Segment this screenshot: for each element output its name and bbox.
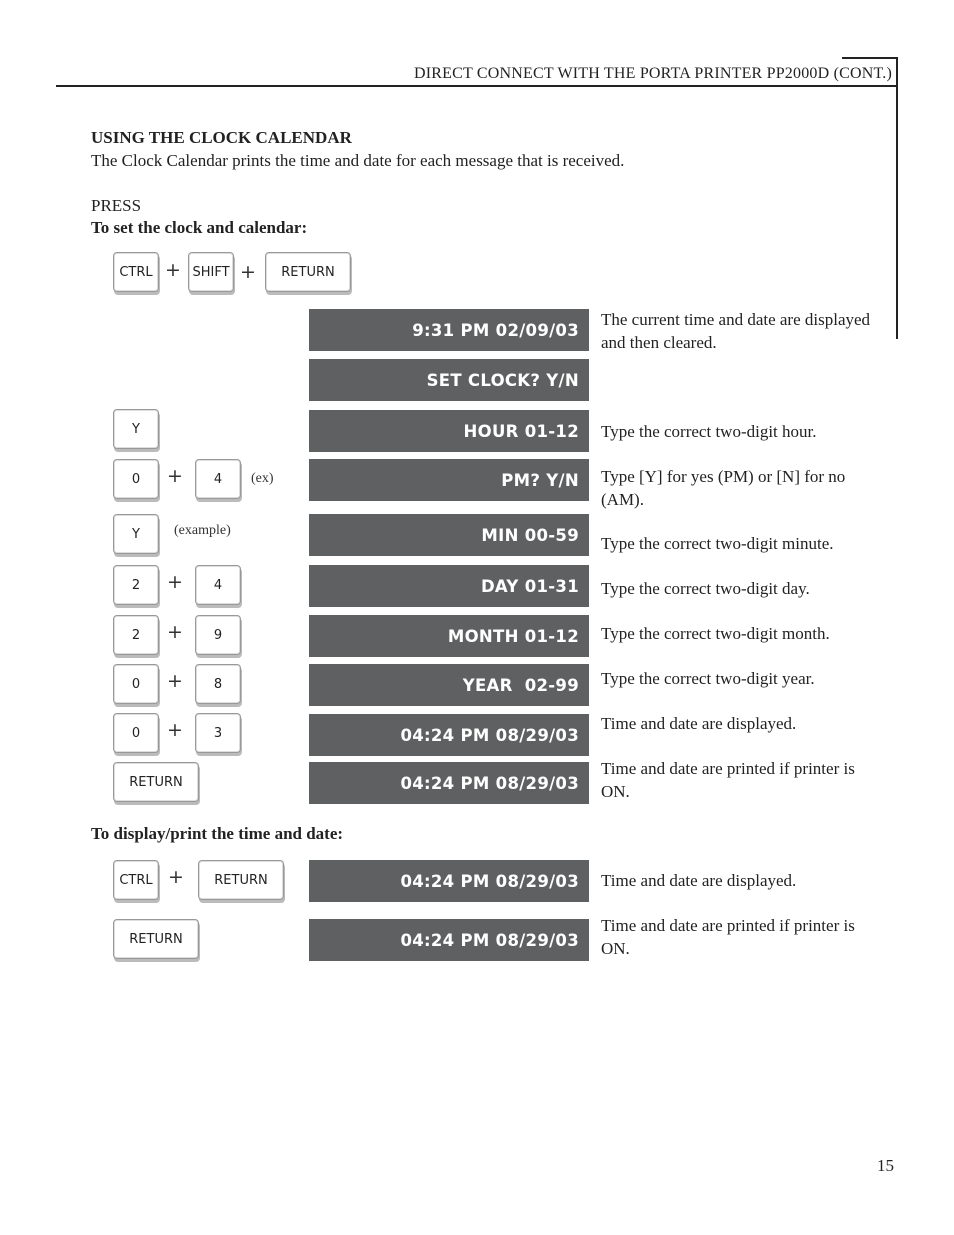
lcd-display: DAY 01-31 bbox=[309, 565, 589, 607]
press-label: PRESS bbox=[91, 196, 142, 215]
header-corner-rule bbox=[842, 57, 898, 59]
y-key: Y bbox=[113, 409, 159, 449]
lcd-display: 04:24 PM 08/29/03 bbox=[309, 860, 589, 902]
return-key: RETURN bbox=[113, 919, 199, 959]
lcd-display: SET CLOCK? Y/N bbox=[309, 359, 589, 401]
step-description: Type the correct two-digit year. bbox=[601, 669, 815, 688]
lcd-display: 04:24 PM 08/29/03 bbox=[309, 919, 589, 961]
lcd-display: 04:24 PM 08/29/03 bbox=[309, 714, 589, 756]
step-description: Type the correct two-digit day. bbox=[601, 579, 810, 598]
digit-9-key: 9 bbox=[195, 615, 241, 655]
digit-2-key: 2 bbox=[113, 565, 159, 605]
plus-sign: + bbox=[167, 719, 183, 741]
plus-sign: + bbox=[167, 571, 183, 593]
return-key: RETURN bbox=[265, 252, 351, 292]
page-number: 15 bbox=[877, 1156, 894, 1175]
digit-0-key: 0 bbox=[113, 664, 159, 704]
plus-sign: + bbox=[167, 621, 183, 643]
digit-0-key: 0 bbox=[113, 459, 159, 499]
lcd-display: MONTH 01-12 bbox=[309, 615, 589, 657]
step-description: The current time and date are displayed and then cleared. bbox=[601, 310, 871, 352]
step-description: Time and date are displayed. bbox=[601, 714, 797, 733]
digit-4-key: 4 bbox=[195, 565, 241, 605]
ctrl-key: CTRL bbox=[113, 860, 159, 900]
plus-sign: + bbox=[240, 261, 256, 283]
digit-3-key: 3 bbox=[195, 713, 241, 753]
plus-sign: + bbox=[168, 866, 184, 888]
header-rule bbox=[56, 85, 898, 87]
display-print-heading: To display/print the time and date: bbox=[91, 824, 344, 843]
ex-note: (ex) bbox=[251, 471, 274, 486]
page-header: DIRECT CONNECT WITH THE PORTA PRINTER PP2000D (CONT.) bbox=[413, 65, 892, 82]
step-description: Type the correct two-digit hour. bbox=[601, 422, 817, 441]
example-note: (example) bbox=[174, 523, 231, 538]
return-key: RETURN bbox=[113, 762, 199, 802]
step-description: Type the correct two-digit month. bbox=[601, 624, 830, 643]
step-description: Time and date are printed if printer is ON. bbox=[601, 759, 855, 801]
plus-sign: + bbox=[165, 259, 181, 281]
section-title: USING THE CLOCK CALENDAR bbox=[91, 128, 352, 147]
ctrl-key: CTRL bbox=[113, 252, 159, 292]
lcd-display: 9:31 PM 02/09/03 bbox=[309, 309, 589, 351]
y-key: Y bbox=[113, 514, 159, 554]
lcd-display: PM? Y/N bbox=[309, 459, 589, 501]
lcd-display: MIN 00-59 bbox=[309, 514, 589, 556]
margin-vertical-rule bbox=[896, 57, 898, 339]
lcd-display: 04:24 PM 08/29/03 bbox=[309, 762, 589, 804]
lcd-display: YEAR 02-99 bbox=[309, 664, 589, 706]
digit-4-key: 4 bbox=[195, 459, 241, 499]
lcd-display: HOUR 01-12 bbox=[309, 410, 589, 452]
digit-0-key: 0 bbox=[113, 713, 159, 753]
digit-8-key: 8 bbox=[195, 664, 241, 704]
plus-sign: + bbox=[167, 670, 183, 692]
digit-2-key: 2 bbox=[113, 615, 159, 655]
step-description: Time and date are displayed. bbox=[601, 871, 797, 890]
shift-key: SHIFT bbox=[188, 252, 234, 292]
step-description: Type the correct two-digit minute. bbox=[601, 534, 834, 553]
plus-sign: + bbox=[167, 465, 183, 487]
return-key: RETURN bbox=[198, 860, 284, 900]
set-clock-heading: To set the clock and calendar: bbox=[91, 218, 308, 237]
intro-text: The Clock Calendar prints the time and date for each message that is received. bbox=[91, 151, 625, 170]
step-description: Time and date are printed if printer is ON. bbox=[601, 916, 855, 958]
step-description: Type [Y] for yes (PM) or [N] for no (AM). bbox=[601, 467, 846, 509]
